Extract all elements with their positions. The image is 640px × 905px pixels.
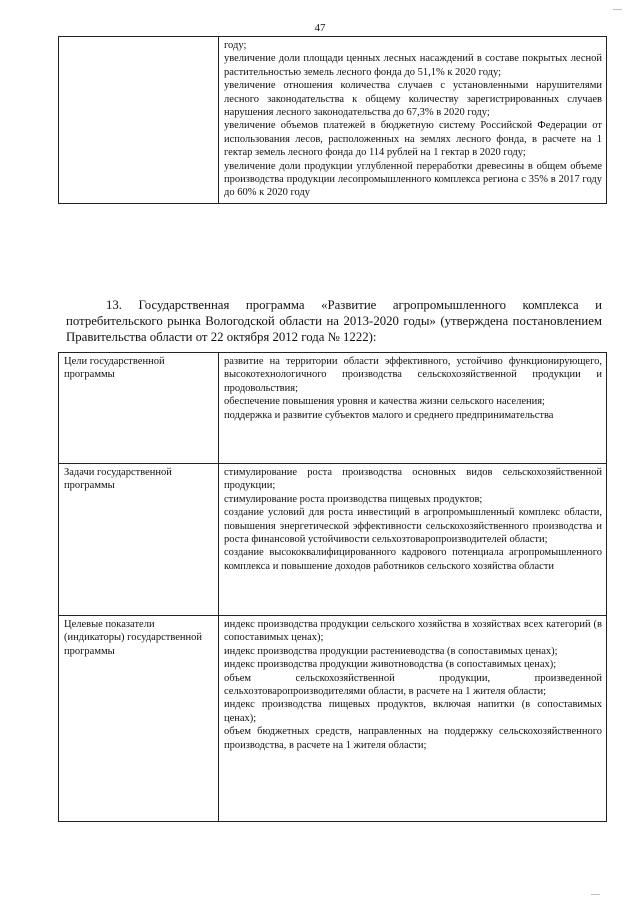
list-item: обеспечение повышения уровня и качества жизни сельского населения;	[224, 396, 545, 408]
indicators-cell	[219, 616, 607, 822]
list-item: увеличение доли площади ценных лесных насаждений в составе покрытых лесной растительностью земель лесного фонда до 51,1% к 2020 году;	[224, 53, 602, 78]
list-item: индекс производства продукции сельского хозяйства в хозяйствах всех категорий (в сопоставимых ценах);	[224, 619, 602, 644]
program-passport-table	[58, 352, 607, 822]
table-row	[59, 37, 607, 204]
list-item: развитие на территории области эффективного, устойчиво функционирующего, высокотехнологичного производства сельскохозяйственной продукции и продовольствия;	[224, 356, 602, 394]
tasks-label: Задачи государственной программы	[59, 464, 219, 616]
list-item: стимулирование роста производства основных видов сельскохозяйственной продукции;	[224, 467, 602, 492]
section-heading: 13. Государственная программа «Развитие агропромышленного комплекса и потребительского рынка Вологодской области на 2013-2020 годы» (утверждена постановлением Правительства области от 22 октября 2012 года № 1222):	[66, 298, 602, 345]
bottom-mark: —	[591, 889, 600, 899]
list-item: увеличение отношения количества случаев с установленными нарушителями лесного законодательства к общему количеству зарегистрированных случаев нарушения лесного законодательства до 67,3% в 2020 году;	[224, 80, 602, 119]
list-item: объем бюджетных средств, направленных на поддержку сельскохозяйственного производства, в расчете на 1 жителя области;	[224, 726, 602, 751]
list-item: создание условий для роста инвестиций в агропромышленный комплекс области, повышения энергетической эффективности сельскохозяйственного производства и роста финансовой устойчивости сельхозтоваропроизводителей области;	[224, 507, 602, 546]
list-item: году;	[224, 40, 247, 51]
list-item: объем сельскохозяйственной продукции, произведенной сельхозтоваропроизводителями области, в расчете на 1 жителя области;	[224, 672, 602, 698]
tasks-cell	[219, 464, 607, 616]
list-item: индекс производства продукции растениеводства (в сопоставимых ценах);	[224, 645, 558, 657]
goals-label: Цели государственной программы	[59, 353, 219, 464]
page-number: 47	[314, 22, 326, 34]
list-item: индекс производства пищевых продуктов, включая напитки (в сопоставимых ценах);	[224, 699, 602, 724]
indicators-continuation-cell	[219, 37, 607, 204]
list-item: поддержка и развитие субъектов малого и среднего предпринимательства	[224, 409, 554, 421]
table-row-tasks	[59, 464, 607, 616]
table-row-goals	[59, 353, 607, 464]
list-item: создание высококвалифицированного кадрового потенциала агропромышленного комплекса и повышение доходов работников сельского хозяйства области	[224, 547, 602, 572]
indicators-label: Целевые показатели (индикаторы) государственной программы	[59, 616, 219, 822]
table-row-indicators	[59, 616, 607, 822]
list-item: увеличение объемов платежей в бюджетную систему Российской Федерации от использования лесов, расположенных на землях лесного фонда, в расчете на 1 гектар земель лесного фонда до 114 рублей на 1 гектар в 2020 году;	[224, 120, 602, 159]
list-item: стимулирование роста производства пищевых продуктов;	[224, 493, 483, 505]
list-item: индекс производства продукции животноводства (в сопоставимых ценах);	[224, 659, 557, 671]
list-item: увеличение доли продукции углубленной переработки древесины в общем объеме производства продукции лесопромышленного комплекса региона с 35% в 2017 году до 60% к 2020 году	[224, 160, 602, 199]
corner-mark: —	[613, 4, 622, 14]
previous-program-table	[58, 36, 607, 204]
empty-label-cell	[59, 37, 219, 204]
goals-cell	[219, 353, 607, 464]
